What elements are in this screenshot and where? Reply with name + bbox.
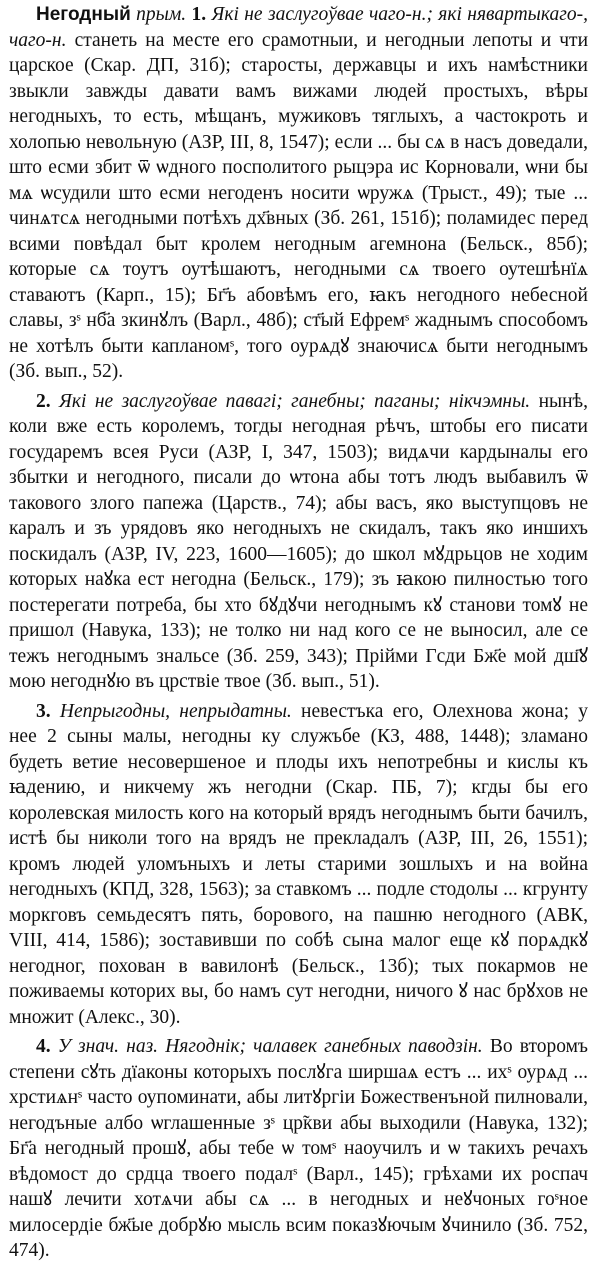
sense-gloss: У знач. наз. Нягоднік; чалавек ганебных паводзін. (57, 1036, 483, 1057)
sense-number: 2. (36, 390, 51, 412)
sense-3 (9, 699, 588, 1031)
sense-quotations: станеть на месте его срамотныи, и негодныи лепоты и чти царское (Скар. ДП, 31б); старосты, державцы и ихъ намѣстники звыкли завжды давати вамъ вижами людей простыхъ, вѣры негодныхъ, то есть, мѣщанъ, мужиковъ тяглыхъ, а частокроть и холопью невольную (АЗР, III, 8, 1547); если ... бы сѧ в насъ доведали, што есми збит ѿ ѡдного посполитого рыцэра ис Корновали, ѡни бы мѧ ѡсудили што есми негоденъ носити ѡружѧ (Трыст., 49); тые ... чинѧтсѧ негодными потѣхъ дх҃вных (Зб. 261, 151б); поламидес перед всими повѣдал быт кролем негодным агемнона (Бельск., 85б); которые сѧ тоутъ оутѣшаютъ, негодными сѧ твоего оутешѣнїѧ ставаютъ (Карп., 15); Бг҃ъ абовѣмъ его, ꙗкъ негодного небесной славы, зˢ нб҃а зкинꙋлъ (Варл., 48б); ст҃ый Ефремˢ жаднымъ способомъ не хотѣлъ быти капланомˢ, того оурѧдꙋ знаючисѧ быти негоднымъ (Зб. вып., 52). (9, 29, 589, 382)
sense-1 (9, 2, 588, 385)
sense-quotations: Во второмъ степени сꙋть дїаконы которыхъ послꙋга ширшаѧ естъ ... ихˢ оурѧд ... хрстиѧнˢ часто оупоминати, абы литꙋргіи Божественъной пилновали, негодъные албо ѡглашенные зˢ цр̃кви абы выходили (Навука, 132); Бг҃а негодный прошꙋ, абы тебе ѡ томˢ наоучилъ и ѡ такихъ речахъ вѣдомост до срдца твоего подалˢ (Варл., 145); грѣхами их роспач нашꙋ лечити хотѧчи абы сѧ ... в негодных и неꙋчоных гоˢное милосердіе бж҃ые добрꙋю мысль всим показꙋючым ꙋчинило (Зб. 752, 474). (9, 1036, 589, 1261)
sense-quotations: невестъка его, Олехнова жона; у нее 2 сыны малы, негодны ку служъбе (КЗ, 488, 1448); зламано будеть ветие несовершеное и плоды ихъ непотребны и кислы къ ꙗдению, и никчему жъ негодни (Скар. ПБ, 7); кгды бы его королевская милость кого на который врядъ негоднымъ быти бачилъ, истѣ бы николи того на врядъ не прекладалъ (АЗР, III, 26, 1551); кромъ людей уломъныхъ и леты старими зошлыхъ и на война негодныхъ (КПД, 328, 1563); за ставкомъ ... подле стодолы ... кгрунту моркговъ семьдесятъ пять, борового, на пашню негодного (АВК, VIII, 414, 1586); зоставивши по собѣ сына малог еще кꙋ порѧдкꙋ негодног, похован в вавилонѣ (Бельск., 13б); тых покармов не поживаемы которих вы, бо намъ сут негодни, ничого ꙋ нас брꙋхов не множит (Алекс., 30). (9, 700, 588, 1028)
sense-2 (9, 389, 588, 695)
sense-4 (9, 1034, 588, 1264)
sense-gloss: Непрыгодны, непрыдатны. (59, 700, 292, 722)
sense-number: 3. (36, 700, 51, 722)
sense-quotations: нынѣ, коли вже есть королемъ, тогды негодная рѣчъ, штобы его писати государемъ всея Руси (АЗР, I, 347, 1503); видѧчи кардыналы его збытки и негодного, писали до ѡтона абы тотъ людъ выбавилъ ѿ таковогo злого папежа (Царств., 74); абы васъ, яко выступцовъ не каралъ и зъ урядовъ яко негодныхъ не скидалъ, такъ яко иншихъ поскидалъ (АЗР, IV, 223, 1600—1605); до школ мꙋдрьцов не ходим которых наꙋка ест негодна (Бельск., 179); зъ ꙗкою пилностью того постерегати потреба, бы хто бꙋдꙋчи негоднымъ кꙋ станови томꙋ не пришол (Навука, 133); не толко ни над кого се не выносил, але се тежъ негоднымъ знальсе (Зб. 259, 343); Прійми Гсди Бж҃е мой дш҃ꙋ мою негоднꙋю въ црствіе твое (Зб. вып., 51). (9, 390, 589, 692)
headword: Негодный (36, 4, 131, 25)
part-of-speech: прым. (136, 4, 187, 25)
sense-gloss: Які не заслугоўвае чаго-н.; які нявартыкаго-, чаго-н. (9, 4, 588, 51)
sense-number: 1. (191, 4, 207, 25)
sense-number: 4. (36, 1036, 51, 1057)
sense-gloss: Які не заслугоўвае павагі; ганебны; паганы; нікчэмны. (59, 390, 531, 412)
